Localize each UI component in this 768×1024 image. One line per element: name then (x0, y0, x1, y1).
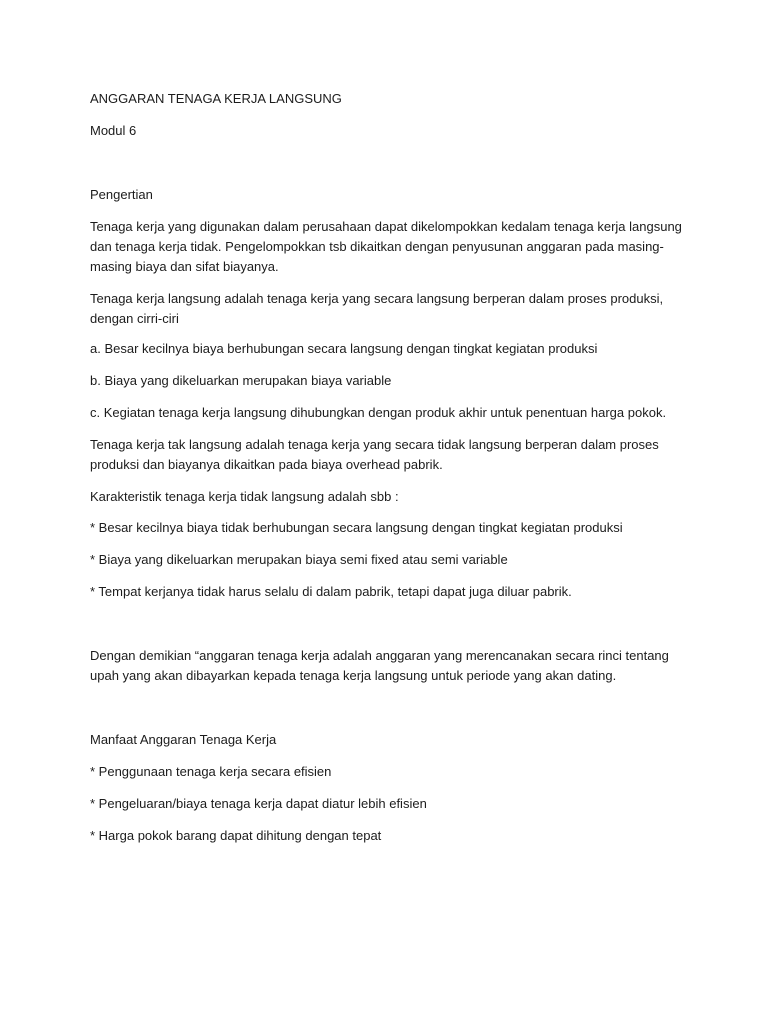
pengertian-heading: Pengertian (90, 187, 153, 202)
paragraph-line: Tenaga kerja tak langsung adalah tenaga kerja yang secara tidak langsung berperan dalam proses (90, 437, 659, 452)
paragraph-line: dengan cirri-ciri (90, 311, 179, 326)
list-item: a. Besar kecilnya biaya berhubungan secara langsung dengan tingkat kegiatan produksi (90, 341, 598, 356)
paragraph-line: masing biaya dan sifat biayanya. (90, 259, 279, 274)
list-item: c. Kegiatan tenaga kerja langsung dihubungkan dengan produk akhir untuk penentuan harga pokok. (90, 405, 667, 420)
bullet-item: * Besar kecilnya biaya tidak berhubungan secara langsung dengan tingkat kegiatan produksi (90, 520, 623, 535)
document-title: ANGGARAN TENAGA KERJA LANGSUNG (90, 91, 342, 106)
paragraph-line: Tenaga kerja langsung adalah tenaga kerja yang secara langsung berperan dalam proses produksi, (90, 291, 664, 306)
paragraph-line: upah yang akan dibayarkan kepada tenaga kerja langsung untuk periode yang akan dating. (90, 668, 617, 683)
paragraph-line: produksi dan biayanya dikaitkan pada biaya overhead pabrik. (90, 457, 443, 472)
paragraph-line: dan tenaga kerja tidak. Pengelompokkan tsb dikaitkan dengan penyusunan anggaran pada masing- (90, 239, 664, 254)
bullet-item: * Tempat kerjanya tidak harus selalu di dalam pabrik, tetapi dapat juga diluar pabrik. (90, 584, 572, 599)
bullet-item: * Penggunaan tenaga kerja secara efisien (90, 764, 332, 779)
paragraph-line: Dengan demikian “anggaran tenaga kerja adalah anggaran yang merencanakan secara rinci tentang (90, 648, 669, 663)
paragraph-line: Karakteristik tenaga kerja tidak langsung adalah sbb : (90, 489, 399, 504)
manfaat-heading: Manfaat Anggaran Tenaga Kerja (90, 732, 277, 747)
bullet-item: * Biaya yang dikeluarkan merupakan biaya semi fixed atau semi variable (90, 552, 508, 567)
module-label: Modul 6 (90, 123, 137, 138)
list-item: b. Biaya yang dikeluarkan merupakan biaya variable (90, 373, 392, 388)
bullet-item: * Harga pokok barang dapat dihitung dengan tepat (90, 828, 382, 843)
bullet-item: * Pengeluaran/biaya tenaga kerja dapat diatur lebih efisien (90, 796, 427, 811)
paragraph-line: Tenaga kerja yang digunakan dalam perusahaan dapat dikelompokkan kedalam tenaga kerja langsung (90, 219, 682, 234)
